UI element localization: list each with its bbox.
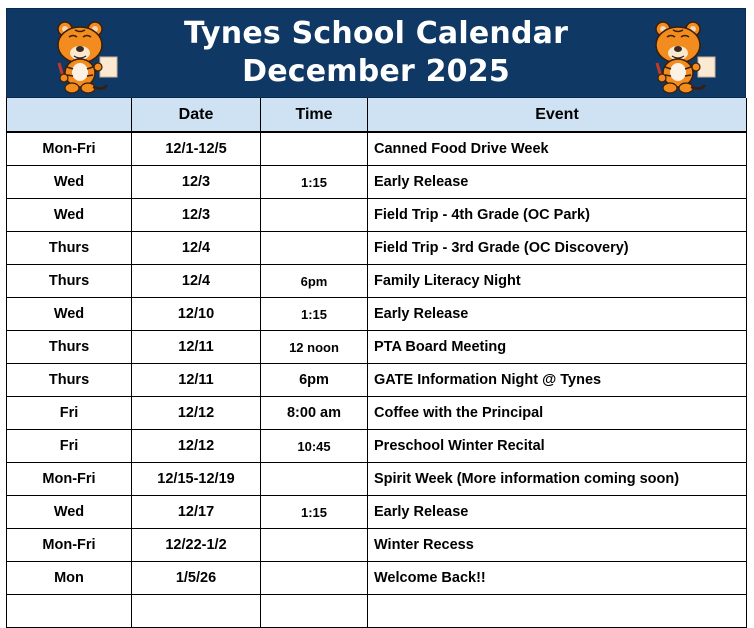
cell-date: 1/5/26 xyxy=(132,562,261,595)
cell-date: 12/4 xyxy=(132,265,261,298)
cell-event: Early Release xyxy=(368,496,747,529)
column-header-row xyxy=(7,98,747,132)
table-row xyxy=(7,496,747,529)
cell-event: Spirit Week (More information coming soon) xyxy=(368,463,747,496)
column-header-date: Date xyxy=(132,98,261,132)
cell-event xyxy=(368,595,747,628)
cell-day: Mon-Fri xyxy=(7,132,132,166)
column-header-time: Time xyxy=(261,98,368,132)
cell-date: 12/4 xyxy=(132,232,261,265)
cell-date: 12/11 xyxy=(132,364,261,397)
calendar-title xyxy=(7,15,745,91)
cell-time: 8:00 am xyxy=(261,397,368,430)
table-row xyxy=(7,529,747,562)
cell-date: 12/15-12/19 xyxy=(132,463,261,496)
cell-day: Mon-Fri xyxy=(7,529,132,562)
cell-event: Preschool Winter Recital xyxy=(368,430,747,463)
cell-time xyxy=(261,132,368,166)
cell-day: Thurs xyxy=(7,364,132,397)
cell-time xyxy=(261,562,368,595)
table-row xyxy=(7,562,747,595)
cell-event: Welcome Back!! xyxy=(368,562,747,595)
table-row xyxy=(7,199,747,232)
table-row xyxy=(7,331,747,364)
cell-event: PTA Board Meeting xyxy=(368,331,747,364)
cell-day: Fri xyxy=(7,397,132,430)
column-header-day xyxy=(7,98,132,132)
cell-day xyxy=(7,595,132,628)
cell-day: Thurs xyxy=(7,331,132,364)
cell-date: 12/3 xyxy=(132,166,261,199)
cell-time: 1:15 xyxy=(261,496,368,529)
cell-event: Family Literacy Night xyxy=(368,265,747,298)
cell-event: Winter Recess xyxy=(368,529,747,562)
cell-time xyxy=(261,463,368,496)
cell-date: 12/11 xyxy=(132,331,261,364)
cell-time: 6pm xyxy=(261,265,368,298)
cell-date: 12/22-1/2 xyxy=(132,529,261,562)
cell-day: Wed xyxy=(7,166,132,199)
cell-time xyxy=(261,529,368,562)
cell-day: Wed xyxy=(7,298,132,331)
cell-day: Wed xyxy=(7,496,132,529)
cell-time: 1:15 xyxy=(261,298,368,331)
table-row xyxy=(7,595,747,628)
cell-date: 12/17 xyxy=(132,496,261,529)
cell-event: GATE Information Night @ Tynes xyxy=(368,364,747,397)
table-row xyxy=(7,232,747,265)
cell-time xyxy=(261,199,368,232)
cell-date: 12/12 xyxy=(132,430,261,463)
table-row xyxy=(7,132,747,166)
cell-time: 10:45 xyxy=(261,430,368,463)
cell-event: Field Trip - 4th Grade (OC Park) xyxy=(368,199,747,232)
cell-event: Coffee with the Principal xyxy=(368,397,747,430)
calendar-banner xyxy=(6,8,746,98)
cell-day: Mon-Fri xyxy=(7,463,132,496)
cell-time: 1:15 xyxy=(261,166,368,199)
calendar-table xyxy=(6,98,747,628)
table-row xyxy=(7,364,747,397)
cell-event: Field Trip - 3rd Grade (OC Discovery) xyxy=(368,232,747,265)
title-school: Tynes School Calendar xyxy=(183,16,569,51)
cell-event: Canned Food Drive Week xyxy=(368,132,747,166)
column-header-event: Event xyxy=(368,98,747,132)
cell-day: Thurs xyxy=(7,232,132,265)
cell-time xyxy=(261,595,368,628)
cell-time: 6pm xyxy=(261,364,368,397)
table-row xyxy=(7,397,747,430)
cell-time: 12 noon xyxy=(261,331,368,364)
table-row xyxy=(7,430,747,463)
cell-day: Fri xyxy=(7,430,132,463)
cell-event: Early Release xyxy=(368,298,747,331)
table-row xyxy=(7,463,747,496)
cell-day: Thurs xyxy=(7,265,132,298)
cell-event: Early Release xyxy=(368,166,747,199)
cell-day: Wed xyxy=(7,199,132,232)
tiger-mascot-icon xyxy=(643,17,723,95)
cell-day: Mon xyxy=(7,562,132,595)
table-row xyxy=(7,265,747,298)
cell-date: 12/3 xyxy=(132,199,261,232)
title-month: December 2025 xyxy=(242,54,510,89)
cell-date: 12/1-12/5 xyxy=(132,132,261,166)
cell-date xyxy=(132,595,261,628)
cell-time xyxy=(261,232,368,265)
cell-date: 12/12 xyxy=(132,397,261,430)
table-row xyxy=(7,166,747,199)
calendar-sheet xyxy=(6,8,746,628)
cell-date: 12/10 xyxy=(132,298,261,331)
table-row xyxy=(7,298,747,331)
